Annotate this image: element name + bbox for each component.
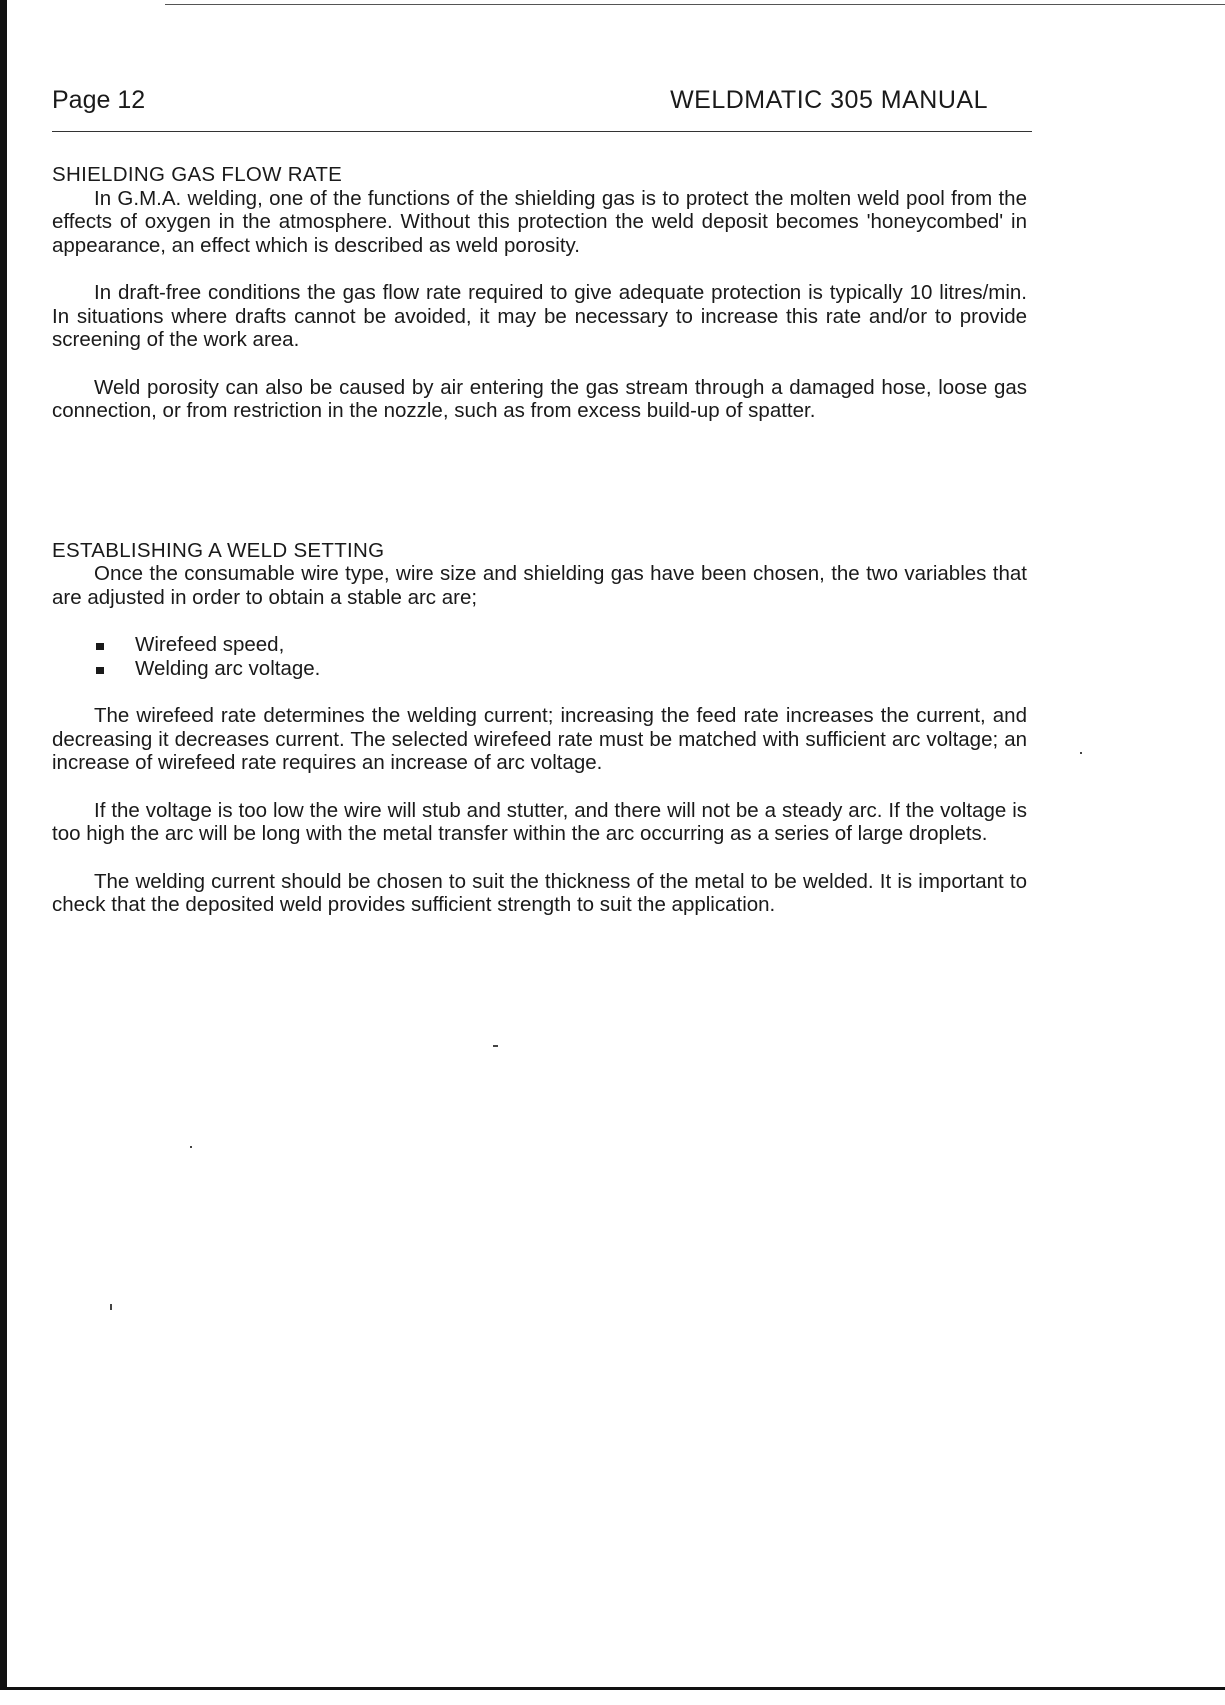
list-item-text: Wirefeed speed, <box>135 633 285 656</box>
list-item <box>52 633 1027 657</box>
scan-speck <box>110 1304 112 1310</box>
bullet-icon <box>96 643 104 650</box>
paragraph: In G.M.A. welding, one of the functions of the shielding gas is to protect the molten weld pool from the effects of oxygen in the atmosphere. Without this protection the weld deposit becomes 'honeycombed' in appearance, an effect which is described as weld porosity. <box>52 186 1027 257</box>
section-establishing-weld-setting <box>52 539 1027 917</box>
scan-speck <box>493 1045 498 1047</box>
header-rule <box>52 131 1032 132</box>
page-number: Page 12 <box>52 86 146 114</box>
scan-speck <box>1080 752 1082 754</box>
manual-title: WELDMATIC 305 MANUAL <box>670 86 988 114</box>
section-shielding-gas-flow-rate <box>52 163 1027 423</box>
list-item <box>52 657 1027 681</box>
paragraph: Weld porosity can also be caused by air entering the gas stream through a damaged hose, loose gas connection, or from restriction in the nozzle, such as from excess build-up of spatter. <box>52 375 1027 422</box>
scan-line-top <box>165 4 1225 5</box>
section-heading: SHIELDING GAS FLOW RATE <box>52 163 343 186</box>
section-gap <box>52 447 1027 539</box>
list-item-text: Welding arc voltage. <box>135 656 321 680</box>
paragraph: If the voltage is too low the wire will stub and stutter, and there will not be a steady arc. If the voltage is too high the arc will be long with the metal transfer within the arc occurring as a series of large droplets. <box>52 798 1027 845</box>
scan-edge-bottom <box>0 1687 1225 1705</box>
section-heading: ESTABLISHING A WELD SETTING <box>52 538 385 562</box>
paragraph: The wirefeed rate determines the welding current; increasing the feed rate increases the current, and decreasing it decreases current. The selected wirefeed rate must be matched with sufficient arc voltage; an increase of wirefeed rate requires an increase of arc voltage. <box>52 704 1027 774</box>
paragraph: The welding current should be chosen to suit the thickness of the metal to be welded. It is important to check that the deposited weld provides sufficient strength to suit the application. <box>52 869 1027 916</box>
paragraph: In draft-free conditions the gas flow rate required to give adequate protection is typically 10 litres/min. In situations where drafts cannot be avoided, it may be necessary to increase this rate and/or to provide screening of the work area. <box>52 281 1027 351</box>
page-body <box>52 163 1027 941</box>
bullet-list <box>52 633 1027 680</box>
bullet-icon <box>96 667 104 674</box>
page-header <box>52 86 1032 120</box>
scan-speck <box>190 1146 192 1148</box>
scan-edge-left <box>0 0 7 1702</box>
paragraph: Once the consumable wire type, wire size and shielding gas have been chosen, the two variables that are adjusted in order to obtain a stable arc are; <box>52 562 1027 609</box>
